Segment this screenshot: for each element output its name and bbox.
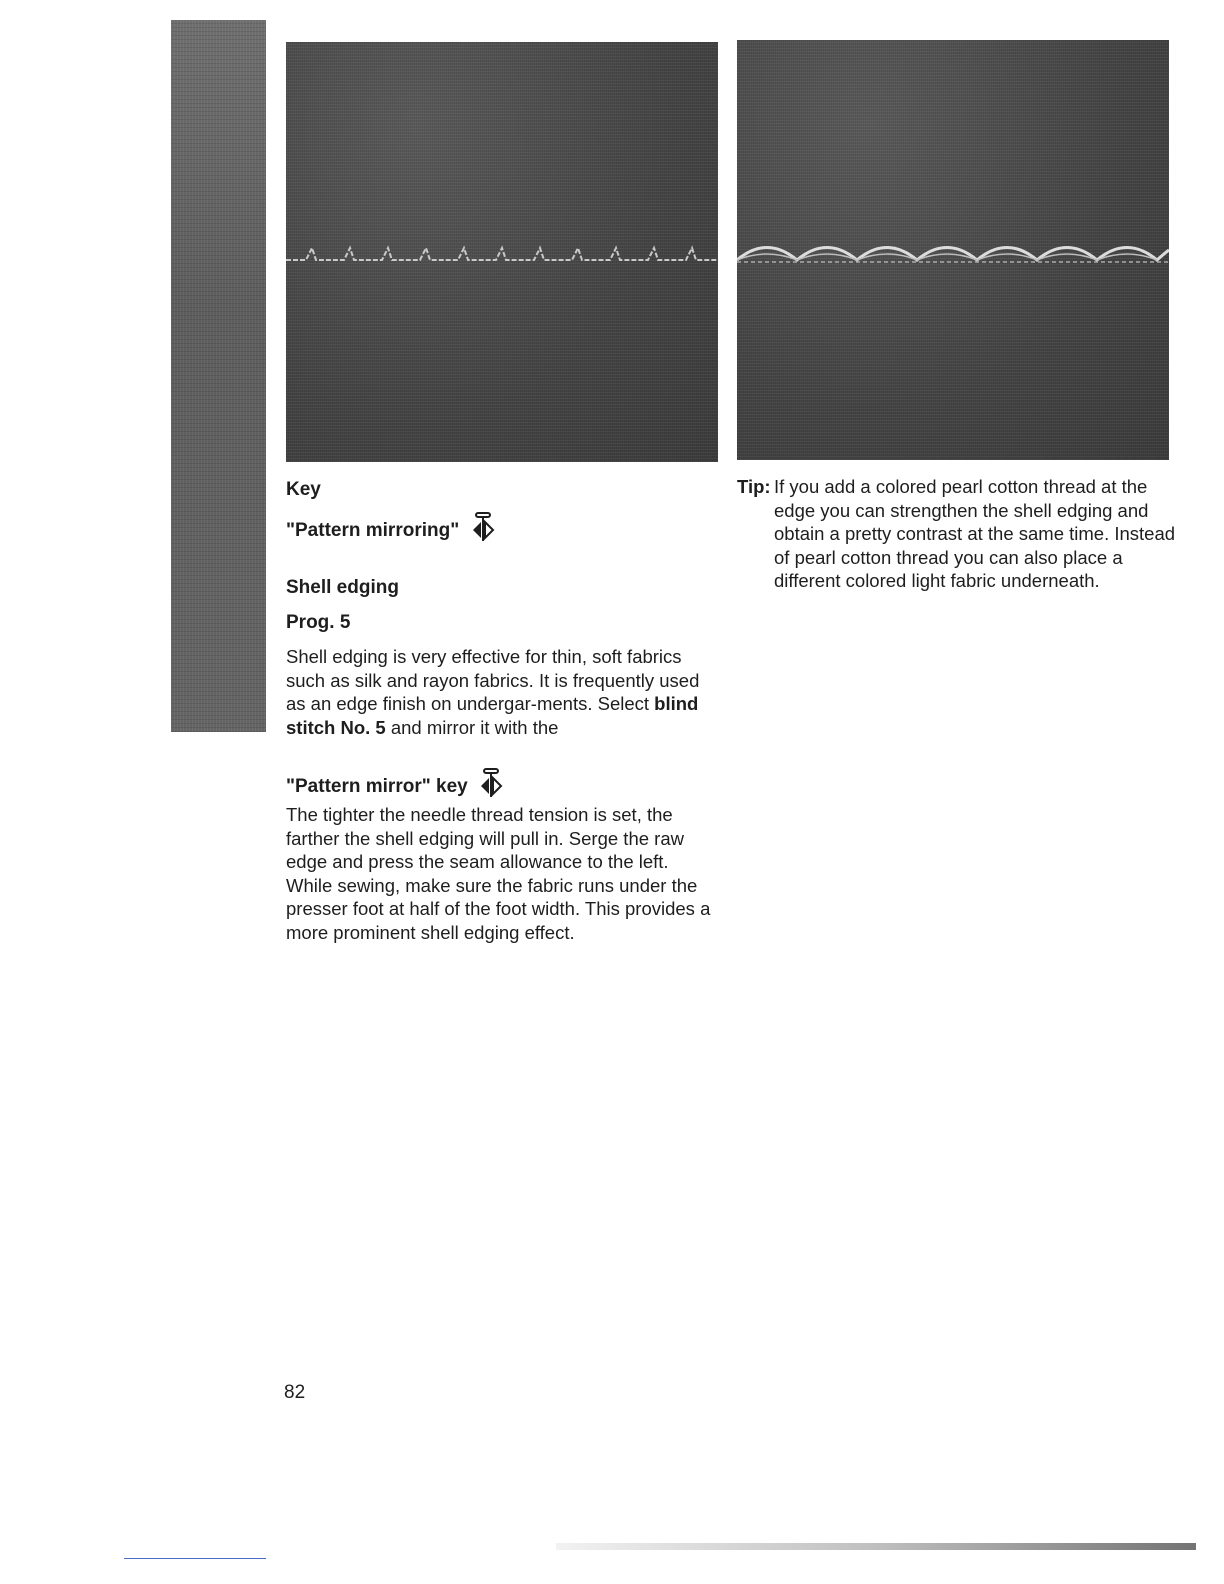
thread-tension-paragraph: The tighter the needle thread tension is set, the farther the shell edging will pull in. Serge the raw edge and press the seam allowance to the left. While sewing, make sure the fabric runs under the presser foot at half of the foot width. This provides a more prominent shell edging effect. bbox=[286, 804, 711, 943]
pattern-mirroring-text: "Pattern mirroring" bbox=[286, 520, 460, 541]
pattern-mirror-key-label bbox=[286, 768, 716, 799]
blind-stitch-sample-photo bbox=[286, 42, 718, 462]
key-heading: Key bbox=[286, 479, 321, 500]
pattern-mirror-key-text: "Pattern mirror" key bbox=[286, 776, 468, 797]
tip-block bbox=[737, 475, 1177, 593]
para1-text-a: Shell edging is very effective for thin, soft fabrics such as silk and rayon fabrics. It is frequently used as an edge finish on undergar-ments. Select bbox=[286, 646, 700, 715]
blind-stitch-line bbox=[286, 42, 718, 462]
pattern-mirroring-label bbox=[286, 512, 716, 543]
side-tab-bar bbox=[171, 20, 266, 732]
program-number: Prog. 5 bbox=[286, 612, 351, 633]
footer-blue-rule bbox=[124, 1558, 266, 1559]
blind-stitch-emphasis: blind stitch No. 5 bbox=[286, 693, 699, 738]
shell-edging-heading: Shell edging bbox=[286, 577, 399, 598]
shell-edging-description bbox=[286, 645, 716, 739]
tip-text: If you add a colored pearl cotton thread at the edge you can strengthen the shell edging and obtain a pretty contrast at the same time. Instead of pearl cotton thread you can also place a different colored light fabric underneath. bbox=[774, 476, 1176, 592]
pattern-mirror-icon bbox=[471, 512, 495, 542]
para1-text-b: and mirror it with the bbox=[385, 716, 559, 738]
shell-stitch-line bbox=[737, 40, 1169, 460]
pattern-mirror-key-icon bbox=[479, 768, 503, 798]
tip-label: Tip: bbox=[737, 476, 771, 497]
footer-scan-rule bbox=[556, 1543, 1196, 1550]
page-number: 82 bbox=[284, 1382, 306, 1403]
shell-edging-sample-photo bbox=[737, 40, 1169, 460]
